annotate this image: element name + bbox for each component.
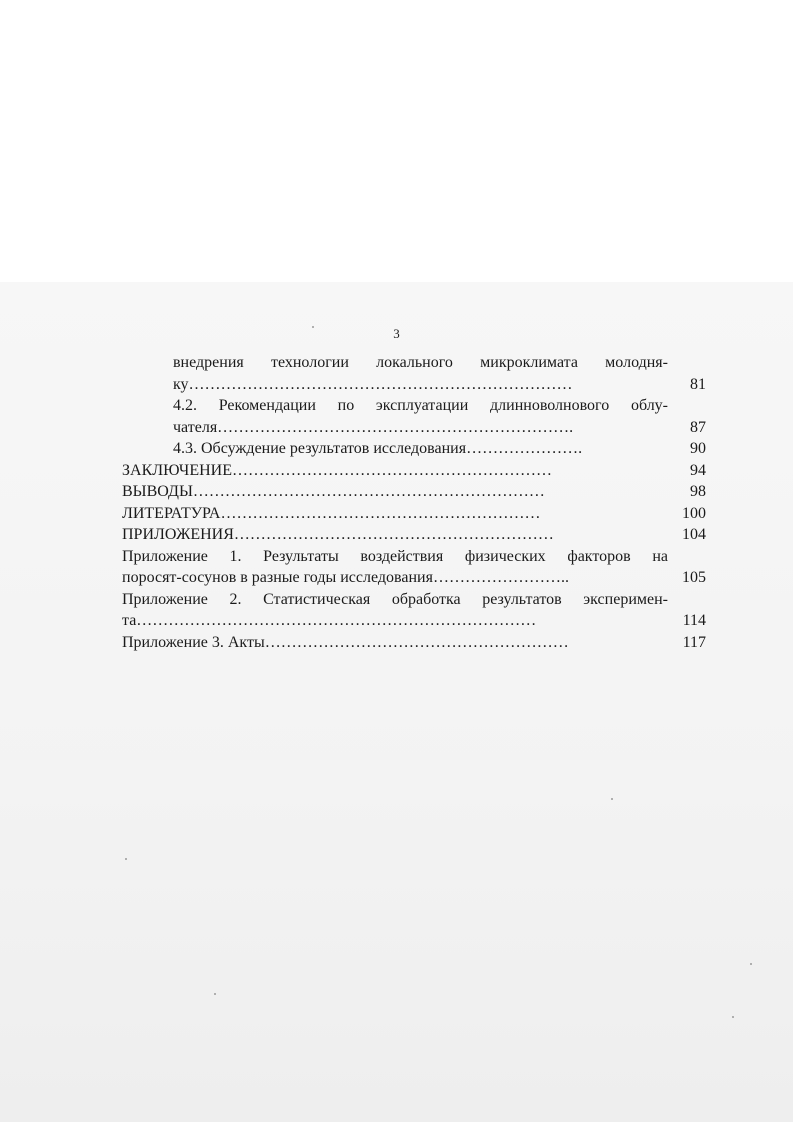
toc-line xyxy=(122,546,706,568)
toc-line xyxy=(122,610,706,632)
toc-line xyxy=(122,503,706,525)
scan-speck xyxy=(312,326,314,328)
toc-entry-text: 4.2. Рекомендации по эксплуатации длинноволнового облу- xyxy=(173,397,668,414)
toc-entry-text: Приложение 3. Акты………………………………………………… xyxy=(122,633,569,651)
toc-line xyxy=(122,524,706,546)
toc-entry-text: ЗАКЛЮЧЕНИЕ…………………………………………………… xyxy=(122,461,552,479)
toc-line xyxy=(122,632,706,654)
toc-page-number: 87 xyxy=(690,418,706,436)
toc-page-number: 98 xyxy=(690,483,706,500)
toc-line xyxy=(122,417,706,439)
toc-entry-text: ку……………………………………………………………… xyxy=(173,375,573,393)
toc-entry-text: Приложение 1. Результаты воздействия физических факторов на xyxy=(122,547,668,565)
toc-entry-text: поросят-сосунов в разные годы исследования…………………….. xyxy=(122,569,569,586)
toc-entry-text: та………………………………………………………………… xyxy=(122,612,537,629)
toc-page-number: 104 xyxy=(682,526,706,543)
scan-speck xyxy=(214,993,216,995)
toc-line xyxy=(122,374,706,396)
scan-speck xyxy=(611,798,613,800)
toc-entry-text: ЛИТЕРАТУРА…………………………………………………… xyxy=(122,504,541,522)
toc-entry-text: чателя…………………………………………………………. xyxy=(173,418,574,436)
toc-entry-text: 4.3. Обсуждение результатов исследования…………………. xyxy=(173,440,583,457)
toc-entry-text: ПРИЛОЖЕНИЯ…………………………………………………… xyxy=(122,526,554,543)
toc-line xyxy=(122,438,706,460)
toc-page-number: 94 xyxy=(690,461,706,479)
scan-speck xyxy=(125,858,127,860)
toc-entry-text: ВЫВОДЫ………………………………………………………… xyxy=(122,483,545,500)
toc-line xyxy=(122,352,706,374)
table-of-contents xyxy=(122,352,706,653)
scan-speck xyxy=(750,963,752,965)
toc-line xyxy=(122,567,706,589)
toc-page-number: 114 xyxy=(682,612,706,629)
toc-line xyxy=(122,460,706,482)
toc-page-number: 81 xyxy=(690,375,706,393)
toc-page-number: 90 xyxy=(690,440,706,457)
page-number: 3 xyxy=(393,326,400,341)
toc-line xyxy=(122,481,706,503)
toc-page-number: 100 xyxy=(682,504,706,522)
toc-line xyxy=(122,589,706,611)
toc-entry-text: внедрения технологии локального микроклимата молодня- xyxy=(173,354,668,371)
toc-entry-text: Приложение 2. Статистическая обработка результатов эксперимен- xyxy=(122,590,668,608)
scan-speck xyxy=(732,1016,734,1018)
toc-page-number: 105 xyxy=(682,569,706,586)
toc-line xyxy=(122,395,706,417)
toc-page-number: 117 xyxy=(682,633,706,651)
